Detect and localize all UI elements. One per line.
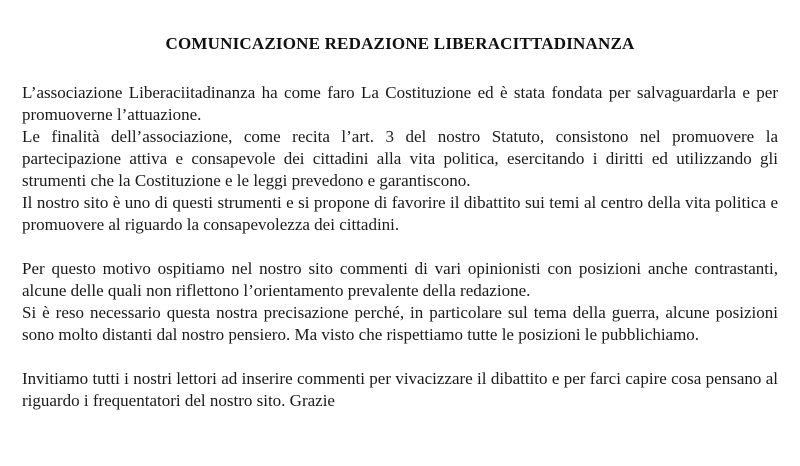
document-title: COMUNICAZIONE REDAZIONE LIBERACITTADINANZA <box>165 34 635 53</box>
paragraph-opinions-hosted: Per questo motivo ospitiamo nel nostro sito commenti di vari opinionisti con posizioni anche contrastanti, alcune delle quali non riflettono l’orientamento prevalente della redazione. <box>22 259 778 300</box>
paragraph-clarification-war: Si è reso necessario questa nostra precisazione perché, in particolare sul tema della guerra, alcune posizioni sono molto distanti dal nostro pensiero. Ma visto che rispettiamo tutte le posizioni le pubblichiamo. <box>22 303 778 344</box>
paragraph-group-editorial-position <box>22 258 778 346</box>
paragraph-reader-invitation: Invitiamo tutti i nostri lettori ad inserire commenti per vivacizzare il dibattito e per farci capire cosa pensano al riguardo i frequentatori del nostro sito. Grazie <box>22 369 778 410</box>
paragraph-group-invitation <box>22 368 778 412</box>
paragraph-site-purpose: Il nostro sito è uno di questi strumenti e si propone di favorire il dibattito sui temi al centro della vita politica e promuovere al riguardo la consapevolezza dei cittadini. <box>22 193 778 234</box>
paragraph-association-aims: Le finalità dell’associazione, come recita l’art. 3 del nostro Statuto, consistono nel promuovere la partecipazione attiva e consapevole dei cittadini alla vita politica, esercitando i diritti ed utilizzando gli strumenti che la Costituzione e le leggi prevedono e garantiscono. <box>22 127 778 190</box>
paragraph-association-foundation: L’associazione Liberaciitadinanza ha come faro La Costituzione ed è stata fondata per salvaguardarla e per promuoverne l’attuazione. <box>22 83 778 124</box>
paragraph-group-intro <box>22 82 778 236</box>
